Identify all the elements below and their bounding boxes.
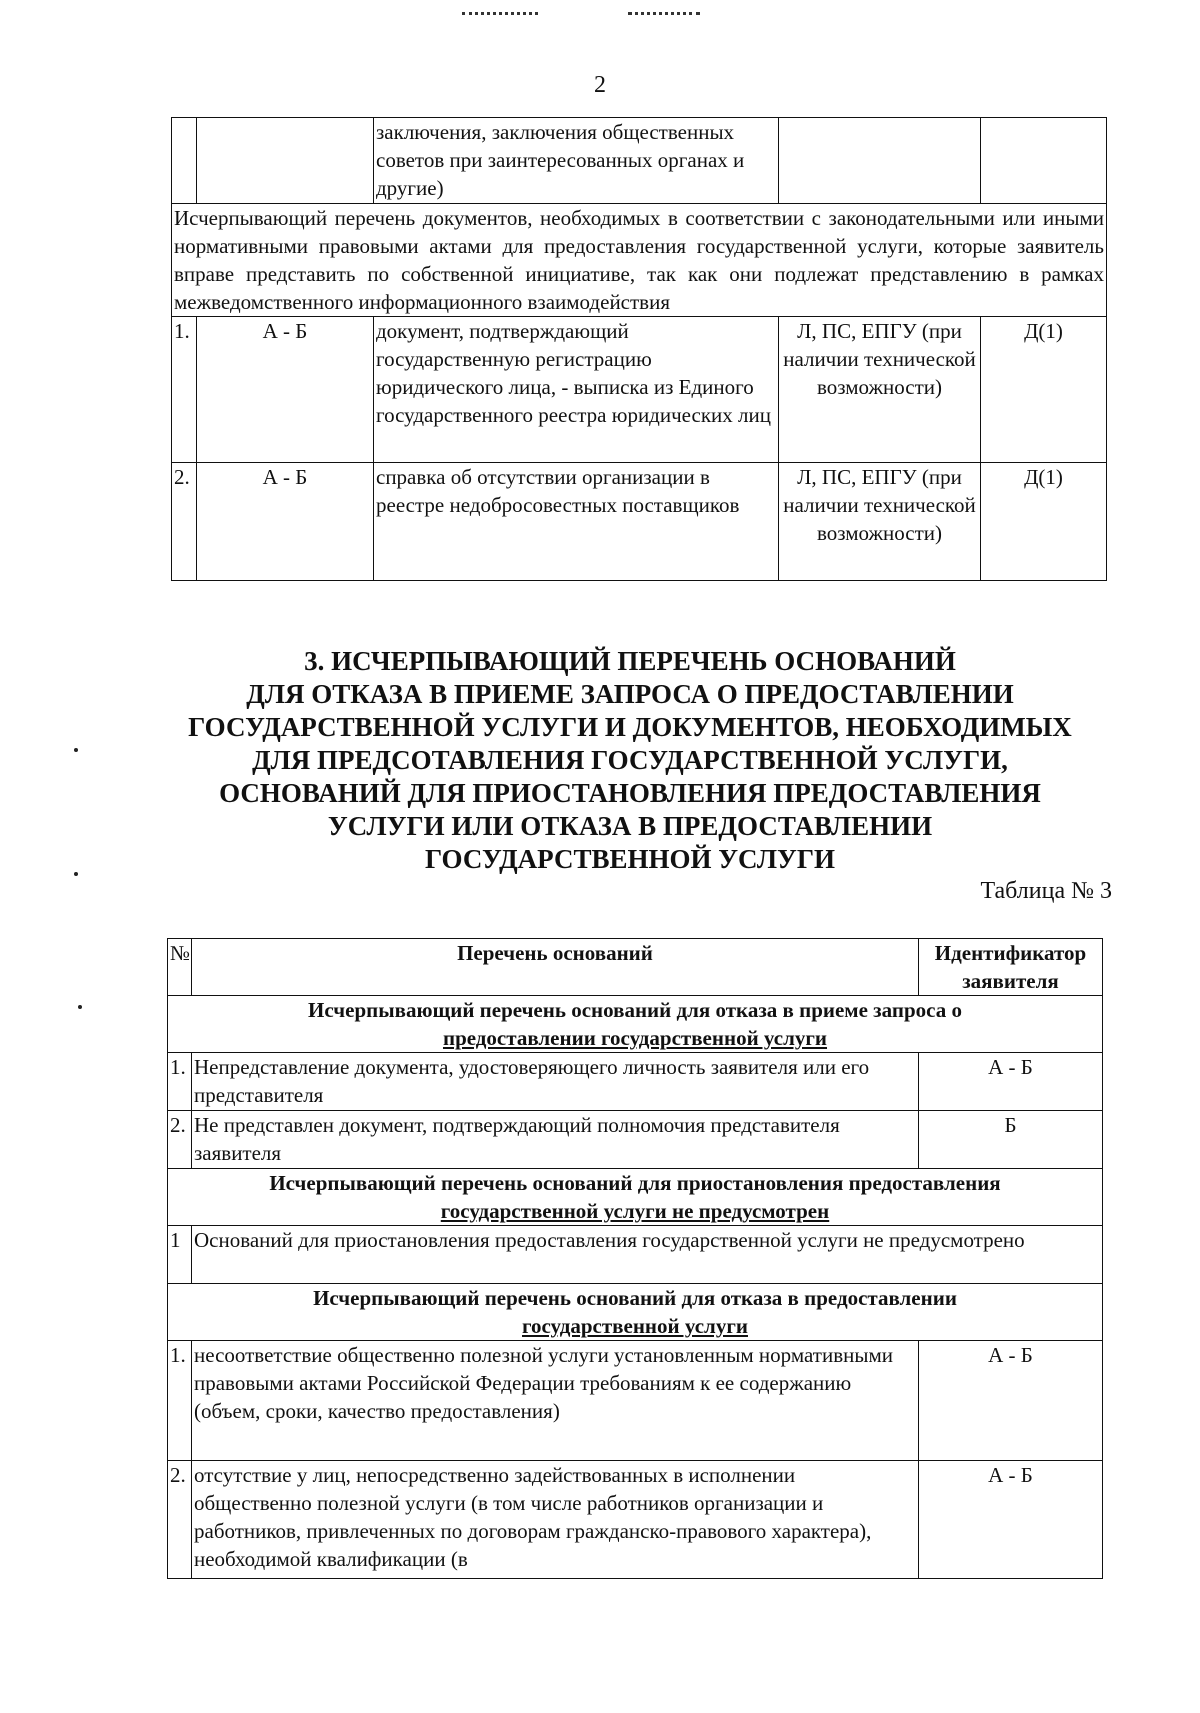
header-grounds: Перечень оснований (192, 939, 919, 996)
scan-speck (74, 872, 78, 876)
header-num: № (168, 939, 192, 996)
table-row (168, 1111, 1103, 1169)
group-heading (168, 1169, 1103, 1226)
row-number: 2. (168, 1461, 192, 1579)
section-title-line: УСЛУГИ ИЛИ ОТКАЗА В ПРЕДОСТАВЛЕНИИ (327, 811, 933, 841)
table-row (168, 1341, 1103, 1461)
section-title-line: 3. ИСЧЕРПЫВАЮЩИЙ ПЕРЕЧЕНЬ ОСНОВАНИЙ (304, 646, 956, 676)
document-name: документ, подтверждающий государственную регистрацию юридического лица, - выписка из Единого государственного реестра юридических лиц (374, 317, 779, 463)
applicant-id: А - Б (919, 1461, 1103, 1579)
applicant-id: А - Б (919, 1053, 1103, 1111)
section-title-line: ГОСУДАРСТВЕННОЙ УСЛУГИ (425, 844, 835, 874)
group-heading-line: государственной услуги не предусмотрен (440, 1199, 830, 1223)
group-heading-line: Исчерпывающий перечень оснований для отказа в приеме запроса о (308, 998, 962, 1022)
applicant-category: А - Б (197, 463, 374, 581)
table-row (172, 317, 1107, 463)
optional-docs-heading: Исчерпывающий перечень документов, необходимых в соответствии с законодательными или иными нормативными правовыми актами для предоставления государственной услуги, которые заявитель вправе представить по собственной инициативе, так как они подлежат представлению в рамках межведомственного информационного взаимодействия (172, 204, 1107, 317)
ground-text: Оснований для приостановления предоставления государственной услуги не предусмотрено (192, 1226, 1103, 1284)
table-row (172, 204, 1107, 317)
row-number: 1 (168, 1226, 192, 1284)
submission-method: Л, ПС, ЕПГУ (при наличии технической возможности) (779, 317, 981, 463)
table-row (172, 118, 1107, 204)
group-heading-row (168, 996, 1103, 1053)
row-number: 1. (168, 1053, 192, 1111)
group-heading-row (168, 1169, 1103, 1226)
documents-table (171, 117, 1107, 581)
row-number: 1. (168, 1341, 192, 1461)
table-row (168, 1226, 1103, 1284)
section-title-line: ДЛЯ ОТКАЗА В ПРИЕМЕ ЗАПРОСА О ПРЕДОСТАВЛЕНИИ (246, 679, 1014, 709)
row-number: 2. (172, 463, 197, 581)
row-number: 1. (172, 317, 197, 463)
page-number: 2 (594, 72, 606, 98)
group-heading-row (168, 1284, 1103, 1341)
ground-text: Не представлен документ, подтверждающий полномочия представителя заявителя (192, 1111, 919, 1169)
row-number: 2. (168, 1111, 192, 1169)
ground-text: Непредставление документа, удостоверяющего личность заявителя или его представителя (192, 1053, 919, 1111)
group-heading-line: предоставлении государственной услуги (442, 1026, 828, 1050)
group-heading (168, 1284, 1103, 1341)
document-name: справка об отсутствии организации в реестре недобросовестных поставщиков (374, 463, 779, 581)
scan-mark (628, 4, 700, 15)
continuation-cell: заключения, заключения общественных советов при заинтересованных органах и другие) (374, 118, 779, 204)
table-row (172, 463, 1107, 581)
section-title-line: ОСНОВАНИЙ ДЛЯ ПРИОСТАНОВЛЕНИЯ ПРЕДОСТАВЛЕНИЯ (219, 778, 1041, 808)
group-heading-line: государственной услуги (522, 1314, 748, 1338)
grounds-table (167, 938, 1103, 1579)
table-cell (779, 118, 981, 204)
table-cell (981, 118, 1107, 204)
group-heading-line: Исчерпывающий перечень оснований для приостановления предоставления (269, 1171, 1001, 1195)
table-caption: Таблица № 3 (980, 878, 1112, 904)
applicant-category: А - Б (197, 317, 374, 463)
scan-speck (78, 1005, 82, 1009)
applicant-id: Б (919, 1111, 1103, 1169)
header-applicant-id: Идентификатор заявителя (919, 939, 1103, 996)
document-code: Д(1) (981, 463, 1107, 581)
group-heading-line: Исчерпывающий перечень оснований для отказа в предоставлении (313, 1286, 957, 1310)
scan-mark (462, 4, 538, 15)
ground-text: несоответствие общественно полезной услуги установленным нормативными правовыми актами Российской Федерации требованиям к ее содержанию (объем, сроки, качество предоставления) (192, 1341, 919, 1461)
applicant-id: А - Б (919, 1341, 1103, 1461)
section-title (160, 645, 1100, 876)
table-row (168, 1461, 1103, 1579)
table-header-row (168, 939, 1103, 996)
submission-method: Л, ПС, ЕПГУ (при наличии технической возможности) (779, 463, 981, 581)
ground-text: отсутствие у лиц, непосредственно задействованных в исполнении общественно полезной услуги (в том числе работников организации и работников, привлеченных по договорам гражданско-правового характера), необходимой квалификации (в (192, 1461, 919, 1579)
group-heading (168, 996, 1103, 1053)
table-cell (172, 118, 197, 204)
scan-speck (74, 748, 78, 752)
table-cell (197, 118, 374, 204)
section-title-line: ГОСУДАРСТВЕННОЙ УСЛУГИ И ДОКУМЕНТОВ, НЕОБХОДИМЫХ (188, 712, 1072, 742)
section-title-line: ДЛЯ ПРЕДСОТАВЛЕНИЯ ГОСУДАРСТВЕННОЙ УСЛУГИ, (252, 745, 1008, 775)
table-row (168, 1053, 1103, 1111)
document-code: Д(1) (981, 317, 1107, 463)
